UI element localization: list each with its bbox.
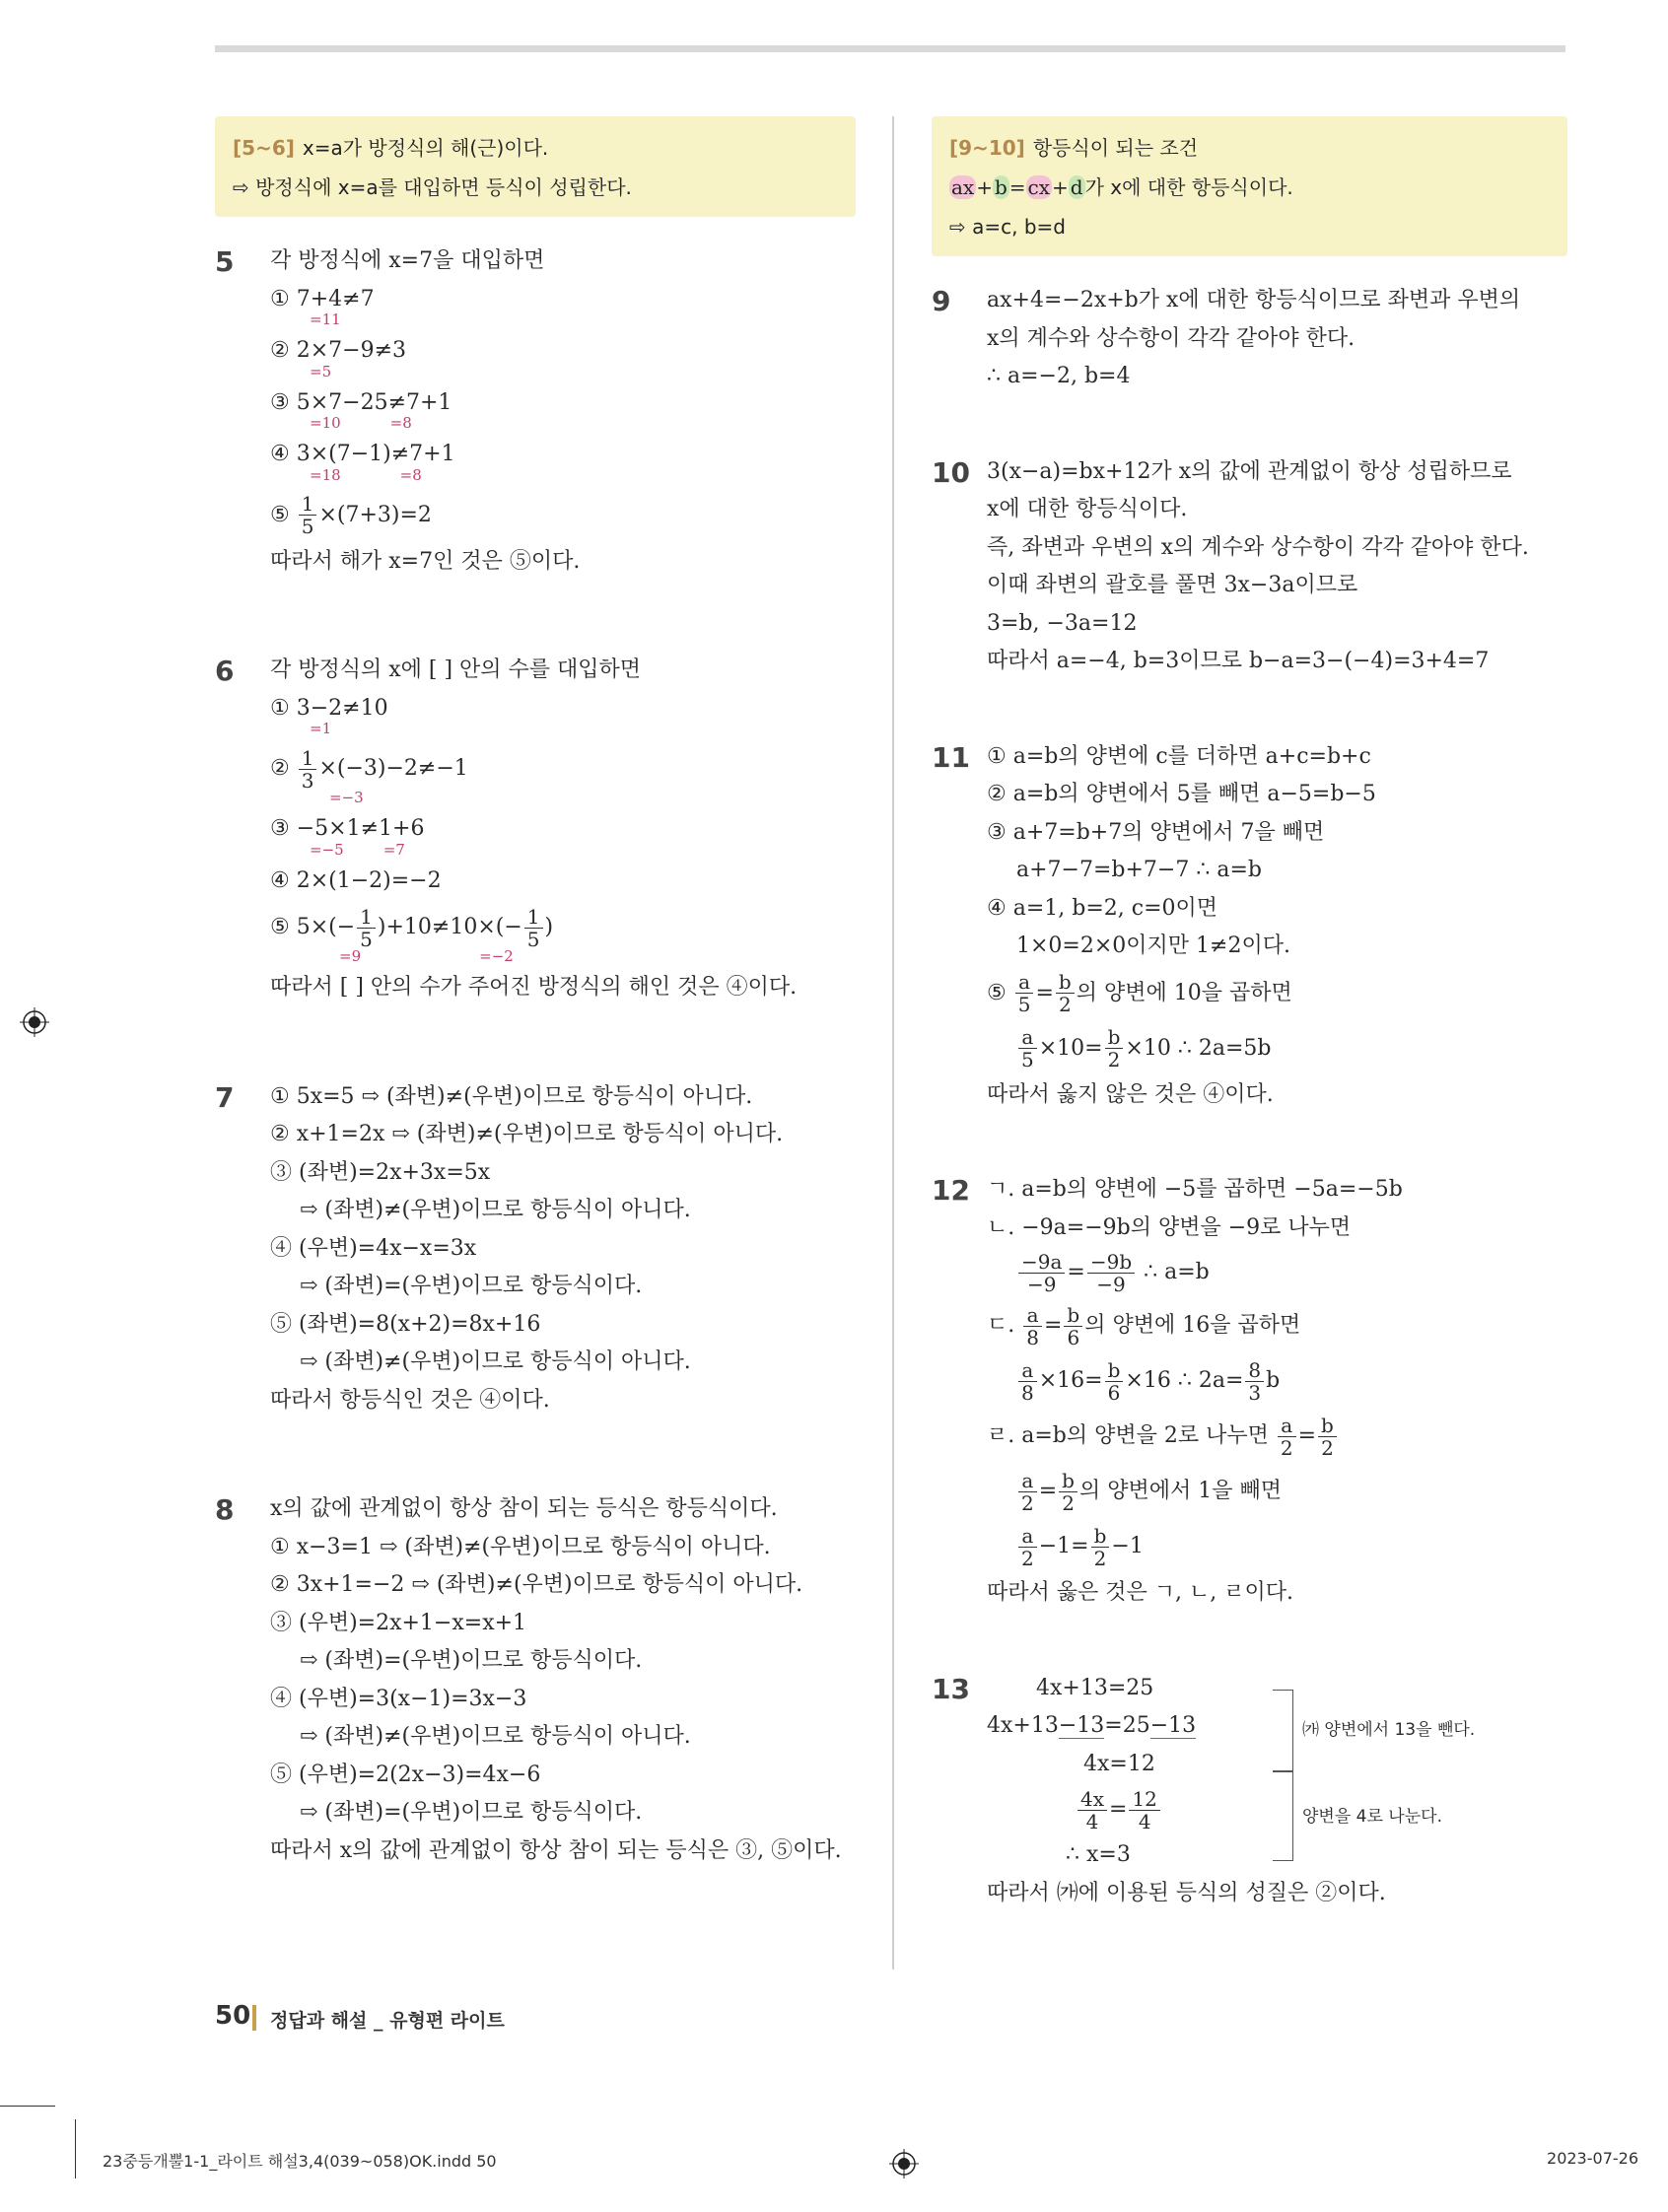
- problem-9: 9 ax+4=−2x+b가 x에 대한 항등식이므로 좌변과 우변의 x의 계수와 상수항이 각각 같아야 한다. ∴ a=−2, b=4: [932, 282, 1567, 396]
- problem-number: 6: [215, 655, 235, 687]
- formula-line: ② $\frac{1}{3}$ ×(−3)−2≠−1: [270, 745, 468, 793]
- left-column: [215, 116, 856, 1927]
- registration-mark-icon: [20, 1007, 49, 1037]
- problem-number: 12: [932, 1174, 970, 1207]
- formula-line: ㄹ. a=b의 양변을 2로 나누면 $\frac{a}{2}$ = $\frac{b}{2}$: [987, 1409, 1567, 1464]
- step-bracket: [1273, 1770, 1293, 1861]
- formula-line: $\frac{a}{8}$ ×16= $\frac{b}{6}$ ×16 ∴ 2a= $\frac{8}{3}$ b: [987, 1353, 1567, 1409]
- page-number: 50: [215, 2001, 251, 2031]
- sub-values: =10 =8: [310, 414, 412, 432]
- crop-mark: [75, 2119, 76, 2178]
- problem-number: 7: [215, 1080, 235, 1114]
- step-bracket: [1273, 1690, 1293, 1772]
- note-9-10: [9~10] 항등식이 되는 조건 ax + b = cx + d 가 x에 대한 항등식이다. ⇨ a=c, b=d: [932, 116, 1567, 256]
- sub-values: =18 =8: [310, 465, 422, 484]
- sub-values: =9 =−2: [339, 947, 514, 965]
- problem-number: 13: [932, 1672, 970, 1705]
- problem-number: 8: [215, 1493, 235, 1526]
- problem-number: 9: [932, 285, 951, 317]
- crop-mark: [0, 2106, 55, 2107]
- formula-line: $\frac{4x}{4}$ = $\frac{12}{4}$: [987, 1783, 1567, 1836]
- formula-line: ㄷ. $\frac{a}{8}$ = $\frac{b}{6}$ 의 양변에 16을 곱하면: [987, 1302, 1301, 1349]
- formula-line: $\frac{a}{2}$ = $\frac{b}{2}$ 의 양변에서 1을 빼면: [987, 1464, 1567, 1519]
- problem-number: 5: [215, 245, 235, 278]
- problem-number: 10: [932, 455, 970, 489]
- problem-6: 6 각 방정식의 x에 [ ] 안의 수를 대입하면 ① 3−2≠10 =1 ② $\frac{1}{3}$ ×(−3)−2≠−1 =−3 ③ −5×1≠1+6 =−5 =7 ④ 2×(1−2)=−2 ⑤ 5×(− $\frac{1}{5}$ )+10≠10×(− $\frac{1}{5}$ ) =9 =−2 따라서 [ ] 안의 수가 주어진 방정식의 해인 것은 ④이다.: [215, 652, 856, 1007]
- problem-13: 13 4x+13=25 4x+13−13=25−13 4x=12 $\frac{4x}{4}$ = $\frac{12}{4}$ ∴ x=3 ㈎ 양변에서 13을 뺀다. 양변을 4로 나눈다. 따라서 ㈎에 이용된 등식의 성질은 ②이다.: [932, 1670, 1567, 1913]
- formula-line: $\frac{a}{5}$ ×10= $\frac{b}{2}$ ×10 ∴ 2a=5b: [987, 1021, 1567, 1076]
- equation-steps: 4x+13=25 4x+13−13=25−13 4x=12 $\frac{4x}{4}$ = $\frac{12}{4}$ ∴ x=3 ㈎ 양변에서 13을 뺀다. 양변을 4로 나눈다.: [987, 1670, 1567, 1875]
- print-date: 2023-07-26: [1547, 2149, 1638, 2168]
- formula-line: 4x+13−13=25−13: [987, 1713, 1197, 1738]
- print-filename: 23중등개뿔1-1_라이트 해설3,4(039~058)OK.indd 50: [103, 2152, 497, 2171]
- top-rule: [215, 45, 1565, 52]
- formula-line: ⑤ 5×(− $\frac{1}{5}$ )+10≠10×(− $\frac{1}{5}$ ): [270, 904, 554, 951]
- sub-values: =−5 =7: [310, 840, 405, 859]
- problem-7: 7 ① 5x=5 ⇨ (좌변)≠(우변)이므로 항등식이 아니다. ② x+1=2x ⇨ (좌변)≠(우변)이므로 항등식이 아니다. ③ (좌변)=2x+3x=5x ⇨ (좌변)≠(우변)이므로 항등식이 아니다. ④ (우변)=4x−x=3x ⇨ (좌변)=(우변)이므로 항등식이다. ⑤ (좌변)=8(x+2)=8x+16 ⇨ (좌변)≠(우변)이므로 항등식이 아니다. 따라서 항등식인 것은 ④이다.: [215, 1078, 856, 1420]
- problem-8: 8 x의 값에 관계없이 항상 참이 되는 등식은 항등식이다. ① x−3=1 ⇨ (좌변)≠(우변)이므로 항등식이 아니다. ② 3x+1=−2 ⇨ (좌변)≠(우변)이므로 항등식이 아니다. ③ (우변)=2x+1−x=x+1 ⇨ (좌변)=(우변)이므로 항등식이다. ④ (우변)=3(x−1)=3x−3 ⇨ (좌변)≠(우변)이므로 항등식이 아니다. ⑤ (우변)=2(2x−3)=4x−6 ⇨ (좌변)=(우변)이므로 항등식이다. 따라서 x의 값에 관계없이 항상 참이 되는 등식은 ③, ⑤이다.: [215, 1490, 856, 1870]
- right-column: [932, 116, 1567, 1970]
- formula-line: ⑤ $\frac{1}{5}$ ×(7+3)=2: [270, 492, 432, 538]
- footer-divider: [252, 2005, 256, 2031]
- problem-number: 11: [932, 740, 970, 774]
- problem-10: 10 3(x−a)=bx+12가 x의 값에 관계없이 항상 성립하므로 x에 대한 항등식이다. 즉, 좌변과 우변의 x의 계수와 상수항이 각각 같아야 한다. 이때 좌변의 괄호를 풀면 3x−3a이므로 3=b, −3a=12 따라서 a=−4, b=3이므로 b−a=3−(−4)=3+4=7: [932, 453, 1567, 681]
- problem-12: 12 ㄱ. a=b의 양변에 −5를 곱하면 −5a=−5b ㄴ. −9a=−9b의 양변을 −9로 나누면 $\frac{-9a}{-9}$ = $\frac{-9b}{-9}$ ∴ a=b ㄷ. $\frac{a}{8}$ = $\frac{b}{6}$ 의 양변에 16을 곱하면 $\frac{a}{8}$ ×16= $\frac{b}{6}$ ×16 ∴ 2a= $\frac{8}{3}$ b ㄹ. a=b의 양변을 2로 나누면 $\frac{a}{2}$ = $\frac{b}{2}$ $\frac{a}{2}$ = $\frac{b}{2}$ 의 양변에서 1을 빼면 $\frac{a}{2}$ −1= $\frac{b}{2}$ −1 따라서 옳은 것은 ㄱ, ㄴ, ㄹ이다.: [932, 1171, 1567, 1613]
- problem-11: 11 ① a=b의 양변에 c를 더하면 a+c=b+c ② a=b의 양변에서 5를 빼면 a−5=b−5 ③ a+7=b+7의 양변에서 7을 빼면 a+7−7=b+7−7 ∴ a=b ④ a=1, b=2, c=0이면 1×0=2×0이지만 1≠2이다. ⑤ $\frac{a}{5}$ = $\frac{b}{2}$ 의 양변에 10을 곱하면 $\frac{a}{5}$ ×10= $\frac{b}{2}$ ×10 ∴ 2a=5b 따라서 옳지 않은 것은 ④이다.: [932, 738, 1567, 1115]
- formula-line: $\frac{-9a}{-9}$ = $\frac{-9b}{-9}$ ∴ a=b: [987, 1247, 1567, 1298]
- problem-5: 5 각 방정식에 x=7을 대입하면 ① 7+4≠7 =11 ② 2×7−9≠3 =5 ③ 5×7−25≠7+1 =10 =8 ④ 3×(7−1)≠7+1 =18 =8 ⑤ $\frac{1}{5}$ ×(7+3)=2 따라서 해가 x=7인 것은 ⑤이다.: [215, 242, 856, 581]
- registration-mark-icon: [889, 2149, 919, 2178]
- note-5-6: [5~6] x=a가 방정식의 해(근)이다. ⇨ 방정식에 x=a를 대입하면 등식이 성립한다.: [215, 116, 856, 217]
- formula-line: $\frac{a}{2}$ −1= $\frac{b}{2}$ −1: [987, 1519, 1567, 1574]
- formula-line: ⑤ $\frac{a}{5}$ = $\frac{b}{2}$ 의 양변에 10을 곱하면: [987, 970, 1292, 1016]
- column-divider: [892, 116, 894, 1970]
- footer-title: 정답과 해설 _ 유형편 라이트: [270, 2010, 505, 2032]
